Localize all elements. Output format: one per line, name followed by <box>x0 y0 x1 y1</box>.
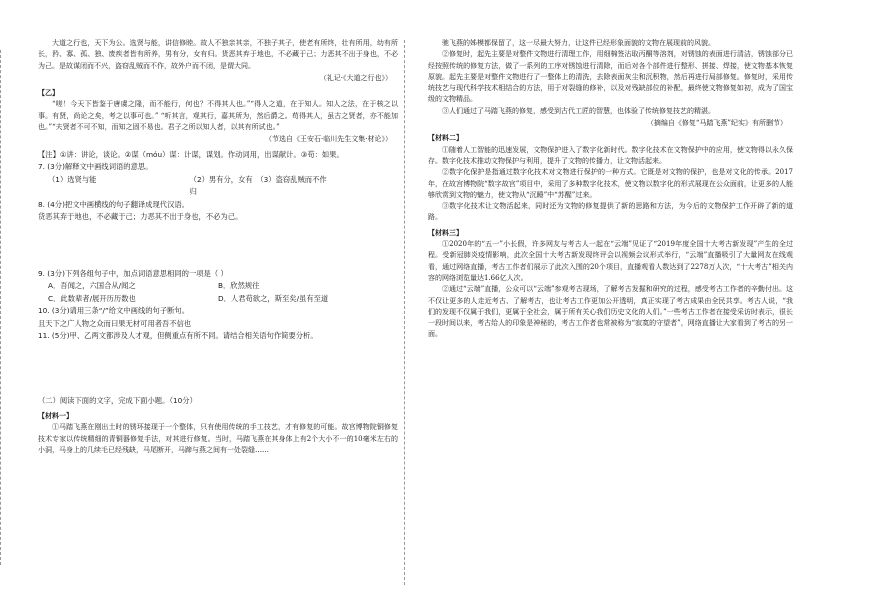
passage-jia-source: （礼记·《大道之行也》） <box>319 73 392 82</box>
passage-yi-text: “嗟！今天下皆鉴于唐虞之隆，而不能行，何也？不得其人也。”“得人之道，在于知人。知人之法，在于核之以事。有贤，尚论之矣，考之以事可也。” “听其言，观其行，嘉其所为，然后爵之。苟得其人，虽古之贤者，亦不能加也。”“夫贤者不可不知，而知之固不易也。君子之所以知人者，以其有所试也。” <box>38 100 398 132</box>
material-2-paragraph-1: ①随着人工智能的迅速发展，文物保护进入了数字化新时代。数字化技术在文物保护中的应用，使文物得以永久保存。数字化技术推动文物保护与利用，提升了文物的传播力，让文物活起来。 <box>428 145 793 165</box>
passage-yi-source: （节选自《王安石·临川先生文集·材论》） <box>265 135 392 144</box>
question-10: 10. (3分)请用三条“/”给文中画线的句子断句。 <box>38 306 190 316</box>
q7-item-2: （2）男有分，女有归 <box>189 174 253 197</box>
question-8-sentence: 货恶其弃于地也，不必藏于己；力恶其不出于身也，不必为己。 <box>38 212 243 222</box>
left-column <box>38 38 398 456</box>
material-3-heading: 【材料三】 <box>428 227 463 237</box>
material-1-source: （摘编自《修复“马踏飞燕”纪实》有所删节） <box>646 119 787 128</box>
question-9-options-row1 <box>38 280 398 293</box>
right-column <box>428 38 793 341</box>
passage-jia-text: 大道之行也，天下为公。选贤与能，讲信修睦。故人不独亲其亲，不独子其子，使老有所终，壮有所用，幼有所长，矜、寡、孤、独、废疾者皆有所养，男有分，女有归。货恶其弃于地也，不必藏于己；力恶其不出于身也，不必为己。是故谋闭而不兴，盗窃乱贼而不作，故外户而不闭，是谓大同。 <box>38 39 398 70</box>
material-2-paragraph-3: ③数字化技术让文物活起来，同时还为文物的修复提供了新的思路和方法，为今后的文物保护工作开辟了新的道路。 <box>428 202 793 222</box>
question-7: 7. (3分)解释文中画线词语的意思。 <box>38 162 153 172</box>
q7-item-3: （3）盗窃乱贼而不作 <box>256 174 327 184</box>
q9-option-b[interactable]: B．欣然规往 <box>218 281 260 291</box>
question-10-sentence: 且天下之广人物之众而曰果无材可用者吾不信也 <box>38 318 192 328</box>
q7-item-1: （1）选贤与能 <box>48 174 97 184</box>
annotation-note: 【注】①讲：讲论，谈论。②谋（móu）谋：计谋，谋划。作动词用，出谋献计。③苟：如果。 <box>38 149 344 159</box>
question-9-options-row2 <box>38 293 398 306</box>
material-1-paragraph-2: ②修复时，起先主要是对整件文物进行清理工作，用细棉签沾取丙酮等溶剂，对锈蚀的表面进行清洁，锈蚀部分已经按照传统的修复方法，做了一系列的工序对锈蚀进行清除，而后对各个部件进行整形、拼接、焊接，使文物基本恢复原貌。起先主要是对整件文物进行了一整体上的清洗，去除表面灰尘和沉积物，然后再进行局部修复。修复时，采用传统技艺与现代科学技术相结合的方法，用于对裂缝的修补，以及对残缺部位的补配，最终使文物修复如初，成为了国宝级的文物精品。 <box>428 50 793 104</box>
binding-margin-line <box>0 50 9 565</box>
q9-option-c[interactable]: C．此数辈者/展开历历数也 <box>48 293 136 303</box>
q9-option-a[interactable]: A．吾闻之，六国合从/闻之 <box>48 281 136 291</box>
material-1-paragraph-3: ③人们通过了马踏飞燕的修复，感受到古代工匠的智慧，也体验了传统修复技艺的精湛。 <box>442 106 715 115</box>
material-1-heading: 【材料一】 <box>38 411 73 421</box>
material-3-paragraph-2: ②通过“云端”直播，公众可以“云端”参观考古现场，了解考古发掘和研究的过程，感受考古工作者的辛勤付出。这不仅让更多的人走近考古、了解考古，也让考古工作更加公开透明，真正实现了考古成果由全民共享。考古人说，“我们的发现不仅属于我们，更属于全社会，属于所有关心我们历史文化的人们。”一些考古工作者在接受采访时表示，很长一段时间以来，考古给人的印象是神秘的，考古工作者也常被称为“寂寞的守望者”，网络直播让大家看到了考古的另一面。 <box>428 285 793 339</box>
material-2-paragraph-2: ②数字化保护是指通过数字化技术对文物进行保护的一种方式。它既是对文物的保护，也是对文化的传承。2017年，在故宫博物院“数字故宫”项目中，采用了多种数字化技术，使文物以数字化的形式展现在公众面前，让更多的人能够欣赏到文物的魅力，使文物从“沉睡”中“苏醒”过来。 <box>428 168 793 199</box>
material-1-paragraph-cont: 驰飞燕的姊模都保留了，这一尽最大努力，让这件已经形象面貌的文物在展现前的风貌。 <box>442 39 715 47</box>
material-3-paragraph-1: ①2020年的“五一”小长假，许多网友与考古人一起在“云端”见证了“2019年度全国十大考古新发现”产生的全过程。受新冠肺炎疫情影响，此次全国十大考古新发现终评会以视频会议形式举行，“云端”直播吸引了大量网友在线观看，通过网络直播，考古工作者们展示了此次入围的20个项目，直播观看人数达到了2278万人次，“十大考古”相关内容的网络浏览量达1.66亿人次。 <box>428 240 793 282</box>
passage-yi-heading: 【乙】 <box>38 88 59 98</box>
answer-space-8[interactable] <box>38 224 398 268</box>
question-11: 11. (5分)甲、乙两文都涉及人才观，但侧重点有所不同。请结合相关语句作简要分析。 <box>38 331 318 341</box>
question-8: 8. (4分)把文中画横线的句子翻译成现代汉语。 <box>38 199 189 209</box>
question-9: 9. (3分)下列各组句子中，加点词语意思相同的一项是（ ） <box>38 268 228 278</box>
material-1-paragraph-1: ①马踏飞燕在刚出土时的锈环接现于一个整体，只有使用传统的手工技艺，才有修复的可能。故宫博物院铜修复技术专家以传统精细的青铜器修复手法，对其进行修复。当时，马踏飞燕在其身体上有2个大小不一的10毫米左右的小洞，马身上的几续毛已经残缺，马尾断开，马蹄与燕之间有一处裂缝…… <box>38 423 398 455</box>
section-2-heading: （二）阅读下面的文字，完成下面小题。（10分） <box>38 395 197 405</box>
answer-space-11[interactable] <box>38 343 398 395</box>
column-divider <box>404 40 405 585</box>
question-7-items <box>38 174 398 199</box>
material-2-heading: 【材料二】 <box>428 133 463 143</box>
q9-option-d[interactable]: D．人君苟欲之，斯至矣/虽有至道 <box>218 293 329 303</box>
